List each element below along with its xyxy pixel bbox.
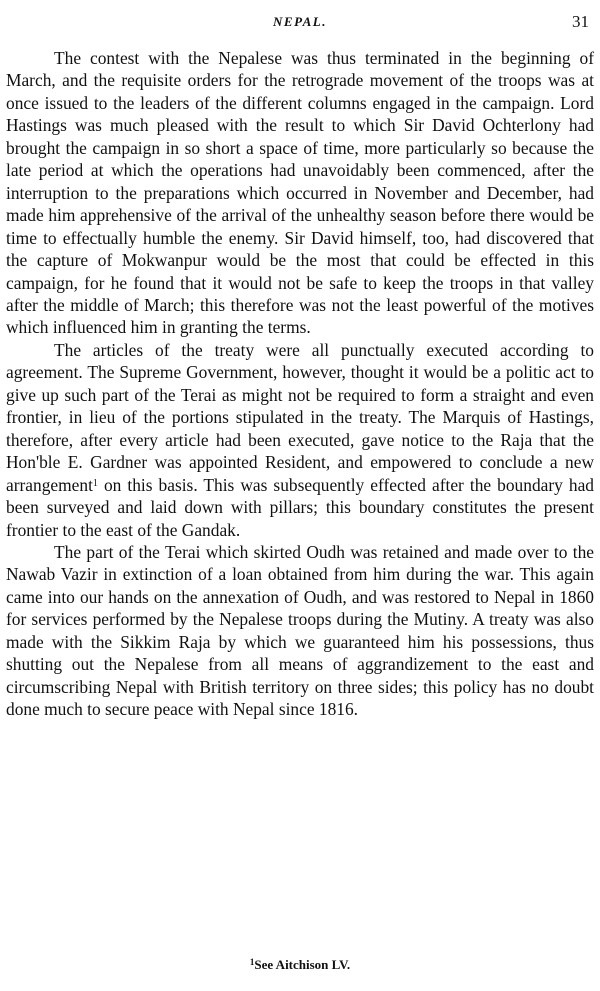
- paragraph-2: [6, 339, 594, 541]
- footnote-text: See Aitchison LV.: [254, 957, 351, 972]
- page-number: 31: [572, 12, 589, 31]
- paragraph-3: The part of the Terai which skirted Oudh was retained and made over to the Nawab Vazir in extinction of a loan obtained from him during the war. This again came into our hands on the annexation of Oudh, and was restored to Nepal in 1860 for services performed by the Nepalese troops during the Mutiny. A treaty was also made with the Sikkim Raja by which we guaranteed him his possessions, thus shutting out the Nepalese from all means of aggrandizement to the east and circumscribing Nepal with British territory on three sides; this policy has no doubt done much to secure peace with Nepal since 1816.: [6, 541, 594, 720]
- running-head: NEPAL.: [273, 14, 327, 29]
- footnote: [0, 957, 600, 973]
- footnote-mark: 1: [249, 957, 255, 967]
- page-header: [0, 12, 600, 34]
- body-text: [6, 47, 594, 721]
- paragraph-2-text-b: on this basis. This was subsequently effected after the boundary had been surveyed and laid down with pillars; this boundary constitutes the present frontier to the east of the Gandak.: [6, 474, 594, 540]
- paragraph-2-text-a: The articles of the treaty were all punctually executed according to agreement. The Supreme Government, however, thought it would be a politic act to give up such part of the Terai as might not be required to form a straight and even frontier, in lieu of the portions stipulated in the treaty. The Marquis of Hastings, therefore, after every article had been executed, gave notice to the Raja that the Hon'ble E. Gardner was appointed Resident, and empowered to conclude a new arrangement: [6, 339, 594, 495]
- footnote-reference: 1: [92, 477, 98, 489]
- paragraph-1: The contest with the Nepalese was thus terminated in the beginning of March, and the requisite orders for the retrograde movement of the troops was at once issued to the leaders of the different columns engaged in the campaign. Lord Hastings was much pleased with the result to which Sir David Ochterlony had brought the campaign in so short a space of time, more particularly so because the late period at which the operations had unavoidably been commenced, after the interruption to the preparations which occurred in November and December, had made him apprehensive of the arrival of the unhealthy season before there would be time to effectually humble the enemy. Sir David himself, too, had discovered that the capture of Mokwanpur would be the most that could be effected in this campaign, for he found that it would not be safe to keep the troops in that valley after the middle of March; this therefore was not the least powerful of the motives which influenced him in granting the terms.: [6, 48, 594, 338]
